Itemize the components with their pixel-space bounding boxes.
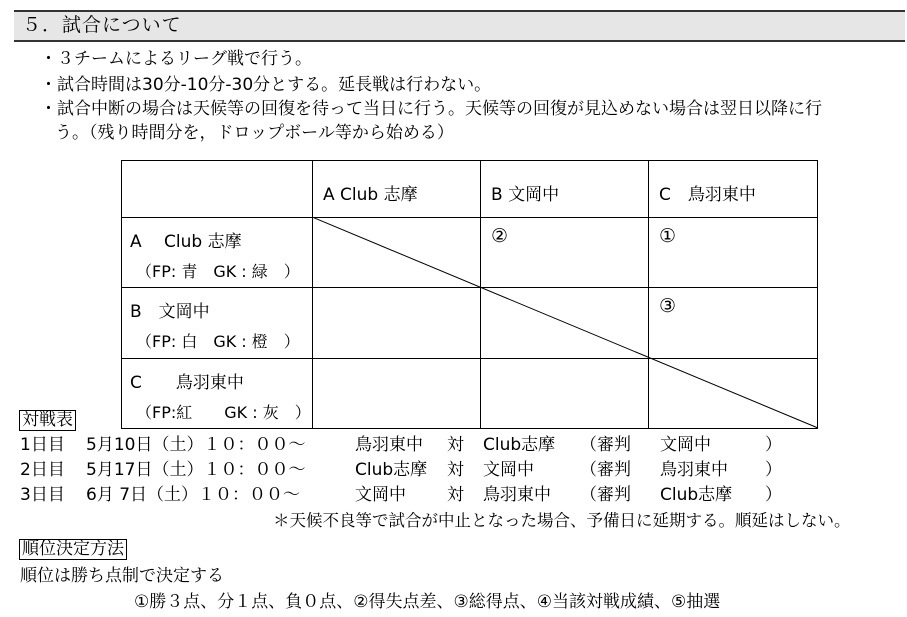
home-team: Club志摩 xyxy=(355,460,428,480)
referee-team: 鳥羽東中 xyxy=(660,460,728,480)
team-name: B 文岡中 xyxy=(130,302,210,322)
bullet-league-format: ・３チームによるリーグ戦で行う。 xyxy=(40,49,312,69)
referee-close: ） xyxy=(765,460,782,480)
section-header-bar xyxy=(14,10,905,42)
away-team: Club志摩 xyxy=(483,435,556,455)
away-team: 鳥羽東中 xyxy=(483,485,551,505)
home-team: 鳥羽東中 xyxy=(355,435,423,455)
team-name: A Club 志摩 xyxy=(130,232,242,252)
day-label: 3日目 xyxy=(20,485,65,505)
referee-team: Club志摩 xyxy=(660,485,733,505)
match-date: 5月17日（土）１０：００～ xyxy=(86,460,306,480)
referee-label: （審判 xyxy=(580,435,631,455)
team-colors: （FP:紅 GK : 灰 ） xyxy=(136,403,311,422)
referee-label: （審判 xyxy=(580,460,631,480)
vs-label: 対 xyxy=(447,485,464,505)
schedule-heading: 対戦表 xyxy=(19,410,76,431)
referee-team: 文岡中 xyxy=(660,435,711,455)
grid-corner xyxy=(122,161,313,218)
grid-row-header-b xyxy=(122,288,313,359)
referee-close: ） xyxy=(765,485,782,505)
day-label: 1日目 xyxy=(20,435,65,455)
day-label: 2日目 xyxy=(20,460,65,480)
grid-col-header-b: B 文岡中 xyxy=(481,161,649,218)
ranking-rule: 順位は勝ち点制で決定する xyxy=(20,566,224,586)
match-date: 6月 7日（土）１０：００～ xyxy=(86,485,301,505)
referee-label: （審判 xyxy=(580,485,631,505)
match-number: ③ xyxy=(659,295,677,317)
grid-col-header-a: A Club 志摩 xyxy=(313,161,481,218)
postponement-note: ＊天候不良等で試合が中止となった場合、予備日に延期する。順延はしない。 xyxy=(273,511,851,530)
team-colors: （FP: 青 GK : 緑 ） xyxy=(136,262,300,281)
bullet-match-time: ・試合時間は30分-10分-30分とする。延長戦は行わない。 xyxy=(40,75,492,95)
grid-row-header-a xyxy=(122,218,313,288)
ranking-heading: 順位決定方法 xyxy=(19,539,127,560)
team-colors: （FP: 白 GK : 橙 ） xyxy=(136,332,300,351)
vs-label: 対 xyxy=(447,435,464,455)
team-name: C 鳥羽東中 xyxy=(130,373,244,393)
referee-close: ） xyxy=(765,435,782,455)
away-team: 文岡中 xyxy=(483,460,534,480)
section-title: ５．試合について xyxy=(22,14,182,36)
ranking-criteria: ①勝３点、分１点、負０点、②得失点差、③総得点、④当該対戦成績、⑤抽選 xyxy=(134,592,721,612)
grid-row-header-c xyxy=(122,359,313,429)
match-number: ① xyxy=(659,225,677,247)
match-date: 5月10日（土）１０：００～ xyxy=(86,435,306,455)
match-number: ② xyxy=(491,225,509,247)
grid-col-header-c: C 鳥羽東中 xyxy=(649,161,818,218)
bullet-interruption-cont: う。（残り時間分を，ドロップボール等から始める） xyxy=(55,123,454,143)
vs-label: 対 xyxy=(447,460,464,480)
self-match-diagonal xyxy=(312,217,820,429)
bullet-interruption: ・試合中断の場合は天候等の回復を待って当日に行う。天候等の回復が見込めない場合は翌日以降に行 xyxy=(40,99,822,119)
home-team: 文岡中 xyxy=(355,485,406,505)
